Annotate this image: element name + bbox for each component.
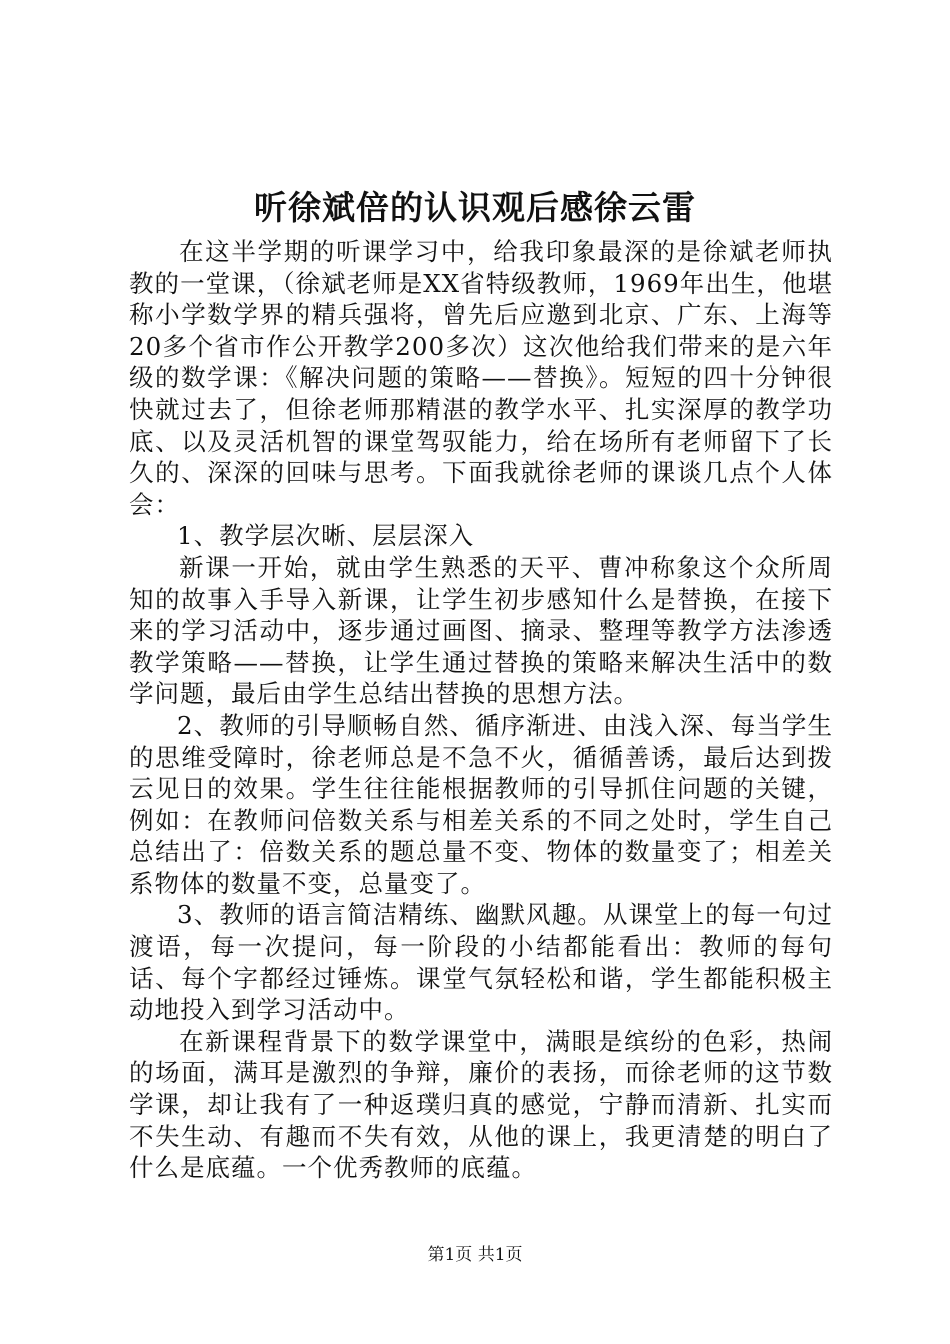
page-title: 听徐斌倍的认识观后感徐云雷 — [254, 188, 696, 227]
page-footer: 第1页 共1页 — [427, 1245, 523, 1265]
point-2-paragraph: 2、教师的引导顺畅自然、循序渐进、由浅入深、每当学生的思维受障时，徐老师总是不急不火，循循善诱，最后达到拨云见日的效果。学生往往能根据教师的引导抓住问题的关键，例如：在教师问倍数关系与相差关系的不同之处时，学生自己总结出了：倍数关系的题总量不变、物体的数量变了；相差关系物体的数量不变，总量变了。 — [129, 710, 833, 898]
point-1-heading: 1、教学层次晰、层层深入 — [177, 521, 475, 551]
conclusion-paragraph: 在新课程背景下的数学课堂中，满眼是缤纷的色彩，热闹的场面，满耳是激烈的争辩，廉价的表扬，而徐老师的这节数学课，却让我有了一种返璞归真的感觉，宁静而清新、扎实而不失生动、有趣而不失有效，从他的课上，我更清楚的明白了什么是底蕴。一个优秀教师的底蕴。 — [129, 1026, 833, 1183]
document-body — [129, 236, 833, 1184]
point-3-paragraph: 3、教师的语言简洁精练、幽默风趣。从课堂上的每一句过渡语，每一次提问，每一阶段的小结都能看出：教师的每句话、每个字都经过锤炼。课堂气氛轻松和谐，学生都能积极主动地投入到学习活动中。 — [129, 900, 833, 1025]
intro-paragraph: 在这半学期的听课学习中，给我印象最深的是徐斌老师执教的一堂课，（徐斌老师是XX省特级教师，1969年出生，他堪称小学数学界的精兵强将，曾先后应邀到北京、广东、上海等20多个省市作公开教学200多次）这次他给我们带来的是六年级的数学课：《解决问题的策略——替换》。短短的四十分钟很快就过去了，但徐老师那精湛的教学水平、扎实深厚的教学功底、以及灵活机智的课堂驾驭能力，给在场所有老师留下了长久的、深深的回味与思考。下面我就徐老师的课谈几点个人体会： — [129, 237, 833, 519]
point-1-paragraph: 新课一开始，就由学生熟悉的天平、曹冲称象这个众所周知的故事入手导入新课，让学生初步感知什么是替换，在接下来的学习活动中，逐步通过画图、摘录、整理等教学方法渗透教学策略——替换，让学生通过替换的策略来解决生活中的数学问题，最后由学生总结出替换的思想方法。 — [129, 552, 833, 709]
